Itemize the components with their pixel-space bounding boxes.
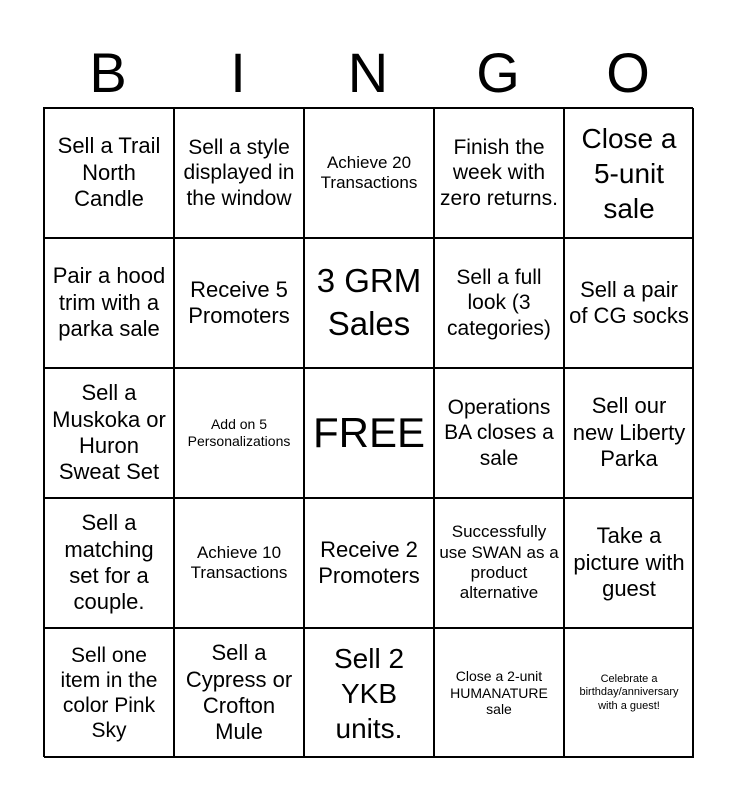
- bingo-board: [43, 107, 693, 757]
- header-letter-n: N: [347, 41, 389, 104]
- header-letter-o: O: [606, 41, 650, 104]
- bingo-cell[interactable]: Close a 2-unit HUMANATURE sale: [434, 628, 564, 758]
- bingo-cell[interactable]: Receive 5 Promoters: [174, 238, 304, 368]
- bingo-cell[interactable]: Sell our new Liberty Parka: [564, 368, 694, 498]
- header-letter-i: I: [230, 41, 246, 104]
- bingo-cell[interactable]: Sell a Trail North Candle: [44, 108, 174, 238]
- header-letter-g: G: [476, 41, 520, 104]
- bingo-cell[interactable]: Sell a matching set for a couple.: [44, 498, 174, 628]
- bingo-cell[interactable]: 3 GRM Sales: [304, 238, 434, 368]
- bingo-cell[interactable]: Sell a Cypress or Crofton Mule: [174, 628, 304, 758]
- bingo-cell[interactable]: Pair a hood trim with a parka sale: [44, 238, 174, 368]
- bingo-cell[interactable]: Achieve 10 Transactions: [174, 498, 304, 628]
- bingo-cell[interactable]: Sell a Muskoka or Huron Sweat Set: [44, 368, 174, 498]
- bingo-cell[interactable]: Add on 5 Personalizations: [174, 368, 304, 498]
- bingo-cell[interactable]: Celebrate a birthday/anniversary with a guest!: [564, 628, 694, 758]
- bingo-cell[interactable]: Achieve 20 Transactions: [304, 108, 434, 238]
- bingo-cell[interactable]: Operations BA closes a sale: [434, 368, 564, 498]
- bingo-cell[interactable]: Take a picture with guest: [564, 498, 694, 628]
- bingo-cell[interactable]: Receive 2 Promoters: [304, 498, 434, 628]
- header-letter-b: B: [89, 41, 127, 104]
- bingo-header: [43, 40, 693, 106]
- bingo-cell[interactable]: Sell a full look (3 categories): [434, 238, 564, 368]
- bingo-cell[interactable]: Sell 2 YKB units.: [304, 628, 434, 758]
- bingo-cell[interactable]: Sell one item in the color Pink Sky: [44, 628, 174, 758]
- bingo-cell[interactable]: Successfully use SWAN as a product alternative: [434, 498, 564, 628]
- bingo-cell[interactable]: Finish the week with zero returns.: [434, 108, 564, 238]
- bingo-cell[interactable]: Sell a style displayed in the window: [174, 108, 304, 238]
- bingo-cell[interactable]: Sell a pair of CG socks: [564, 238, 694, 368]
- free-space[interactable]: FREE: [304, 368, 434, 498]
- bingo-cell[interactable]: Close a 5-unit sale: [564, 108, 694, 238]
